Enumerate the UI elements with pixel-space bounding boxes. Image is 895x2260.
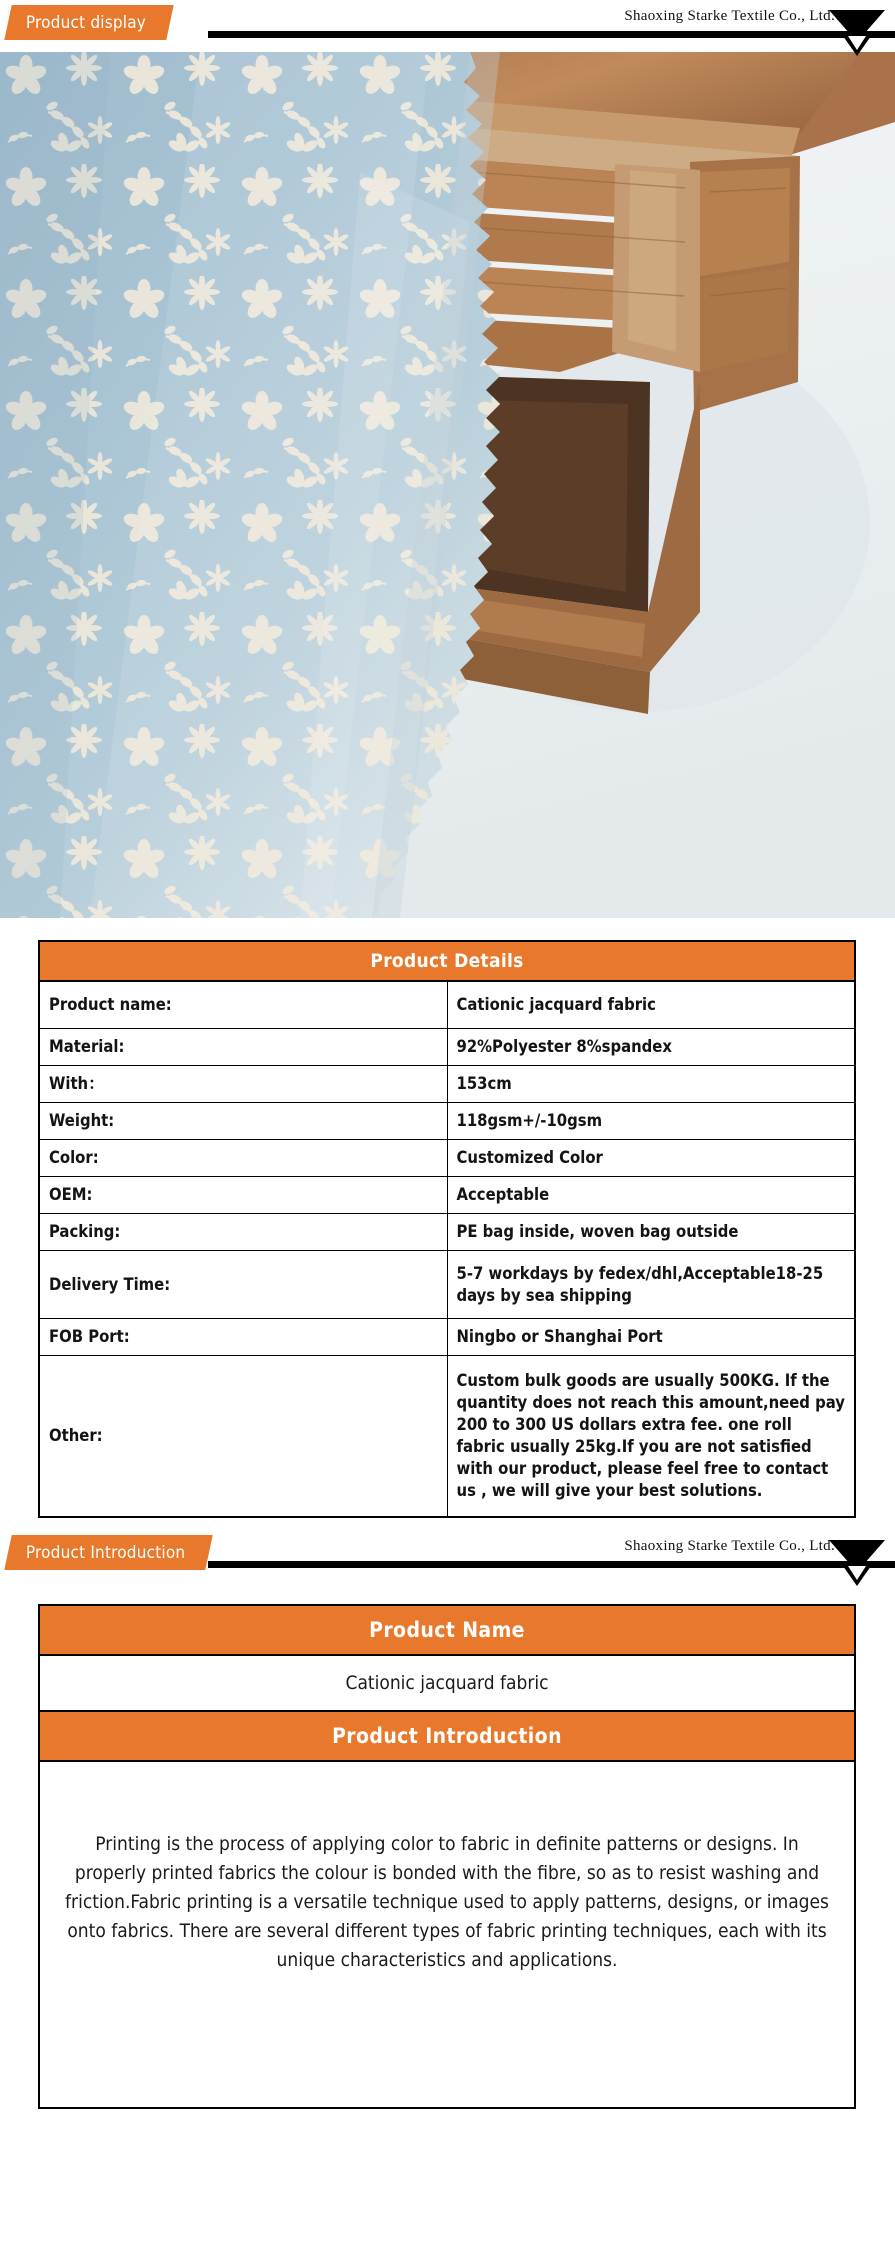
table-row [39,1028,855,1065]
row-key-material: Material: [39,1028,447,1065]
product-display-tag-label: Product display [26,12,147,33]
table-row [39,1102,855,1139]
details-section [0,918,895,1518]
row-value-material: 92%Polyester 8%spandex [447,1028,855,1065]
row-key-other: Other: [39,1356,447,1517]
header-rule [208,1561,895,1568]
table-row [39,1605,855,1655]
table-row [39,1065,855,1102]
header-rule [208,31,895,38]
table-row [39,1761,855,2108]
product-name-value: Cationic jacquard fabric [39,1655,855,1711]
product-introduction-tag [4,1535,213,1570]
company-name-intro: Shaoxing Starke Textile Co., Ltd. [624,1538,835,1554]
row-value-oem: Acceptable [447,1176,855,1213]
product-introduction-header [0,1530,895,1582]
row-key-width: With： [39,1065,447,1102]
row-key-product-name: Product name: [39,981,447,1028]
row-value-delivery-time: 5-7 workdays by fedex/dhl,Acceptable18-25 days by sea shipping [447,1250,855,1319]
product-details-table [38,940,856,1518]
table-row [39,1356,855,1517]
row-value-weight: 118gsm+/-10gsm [447,1102,855,1139]
product-photo [0,52,895,918]
company-name-display: Shaoxing Starke Textile Co., Ltd. [624,8,835,24]
table-row [39,1711,855,1761]
row-value-width: 153cm [447,1065,855,1102]
row-key-oem: OEM: [39,1176,447,1213]
table-row [39,1250,855,1319]
row-key-fob-port: FOB Port: [39,1319,447,1356]
row-key-weight: Weight: [39,1102,447,1139]
row-value-color: Customized Color [447,1139,855,1176]
product-display-tag [4,5,174,40]
product-introduction-body-cell [39,1761,855,2108]
row-value-fob-port: Ningbo or Shanghai Port [447,1319,855,1356]
product-photo-image [0,52,895,918]
product-introduction-tag-label: Product Introduction [26,1542,186,1563]
row-key-color: Color: [39,1139,447,1176]
table-row [39,1319,855,1356]
details-table-title: Product Details [39,941,855,981]
table-row [39,981,855,1028]
triangle-down-mark-icon [827,1534,887,1586]
table-row [39,1176,855,1213]
product-name-bar: Product Name [39,1605,855,1655]
row-value-packing: PE bag inside, woven bag outside [447,1213,855,1250]
triangle-down-mark-icon [827,4,887,56]
table-row [39,1655,855,1711]
row-value-other: Custom bulk goods are usually 500KG. If the quantity does not reach this amount,need pay 200 to 300 US dollars extra fee. one roll fabric usually 25kg.If you are not satisfied with our product, please feel free to contact us , we will give your best solutions. [447,1356,855,1517]
row-key-delivery-time: Delivery Time: [39,1250,447,1319]
product-introduction-table [38,1604,856,2109]
table-row [39,1139,855,1176]
product-introduction-body-text: Printing is the process of applying color to fabric in definite patterns or designs. In properly printed fabrics the colour is bonded with the fibre, so as to resist washing and friction.Fabric printing is a versatile technique used to apply patterns, designs, or images onto fabrics. There are several different types of fabric printing techniques, each with its unique characteristics and applications. [65,1833,829,1971]
product-introduction-bar: Product Introduction [39,1711,855,1761]
introduction-section [0,1582,895,2109]
product-display-header [0,0,895,52]
table-row [39,1213,855,1250]
row-key-packing: Packing: [39,1213,447,1250]
row-value-product-name: Cationic jacquard fabric [447,981,855,1028]
